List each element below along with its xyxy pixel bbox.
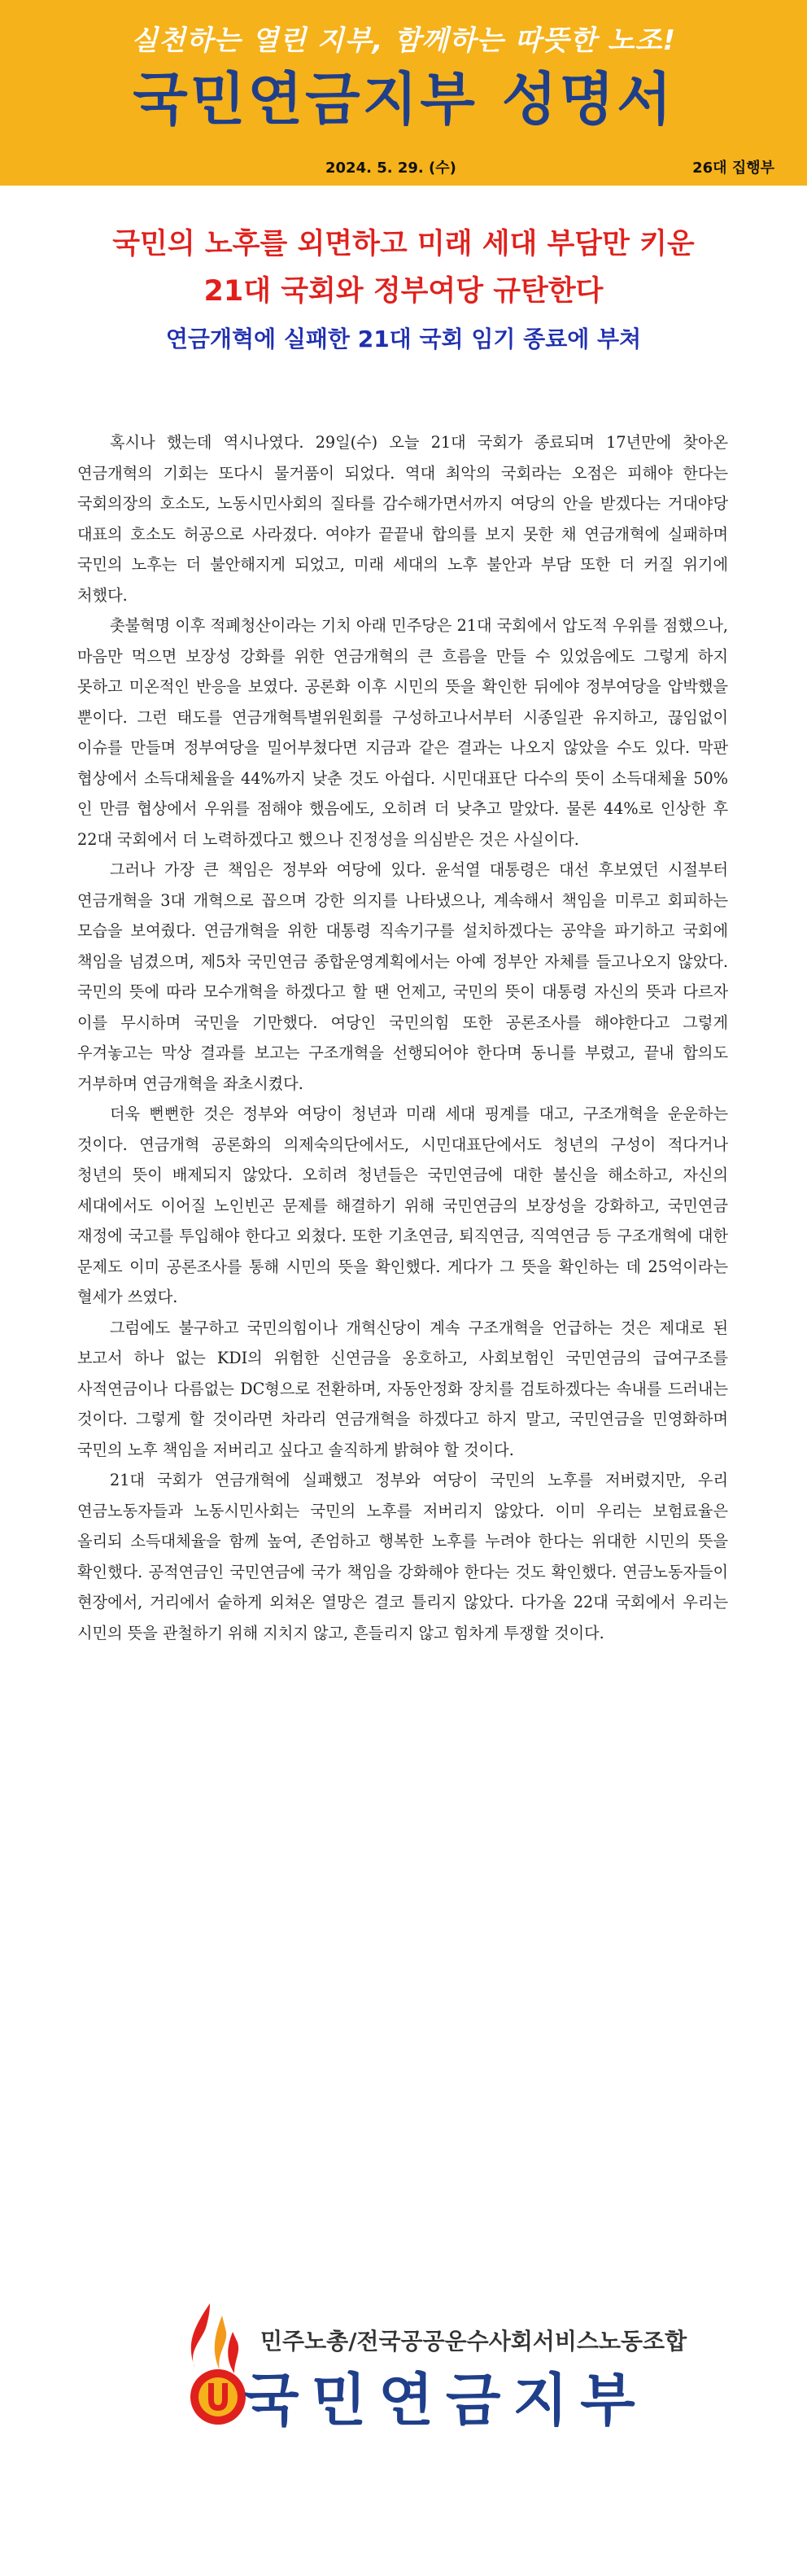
paragraph-5: 그럼에도 불구하고 국민의힘이나 개혁신당이 계속 구조개혁을 언급하는 것은 제대로 된 보고서 하나 없는 KDI의 위험한 신연금을 옹호하고, 사회보험인 국민연금의 급여구조를 사적연금이나 다름없는 DC형으로 전환하며, 자동안정화 장치를 검토하겠다는 속내를 드러내는 것이다. 그렇게 할 것이라면 차라리 연금개혁을 하겠다고 하지 말고, 국민연금을 민영화하며 국민의 노후 책임을 저버리고 싶다고 솔직하게 밝혀야 할 것이다. <box>77 1318 728 1459</box>
paragraph-4: 더욱 뻔뻔한 것은 정부와 여당이 청년과 미래 세대 핑계를 대고, 구조개혁을 운운하는 것이다. 연금개혁 공론화의 의제숙의단에서도, 시민대표단에서도 청년의 구성이 적다거나 청년의 뜻이 배제되지 않았다. 오히려 청년들은 국민연금에 대한 불신을 해소하고, 자신의 세대에서도 이어질 노인빈곤 문제를 해결하기 위해 국민연금의 보장성을 강화하고, 국민연금 재정에 국고를 투입해야 한다고 외쳤다. 또한 기초연금, 퇴직연금, 직역연금 등 구조개혁에 대한 문제도 이미 공론조사를 통해 시민의 뜻을 확인했다. 게다가 그 뜻을 확인하는 데 25억이라는 혈세가 쓰였다. <box>77 1104 728 1306</box>
paragraph-2: 촛불혁명 이후 적폐청산이라는 기치 아래 민주당은 21대 국회에서 압도적 우위를 점했으나, 마음만 먹으면 보장성 강화를 위한 연금개혁의 큰 흐름을 만들 수 있었음에도 그렇게 하지 못하고 미온적인 반응을 보였다. 공론화 이후 시민의 뜻을 확인한 뒤에야 정부여당을 압박했을 뿐이다. 그런 태도를 연금개혁특별위원회를 구성하고나서부터 시종일관 유지하고, 끊임없이 이슈를 만들며 정부여당을 밀어부쳤다면 지금과 같은 결과는 나오지 않았을 수도 있다. 막판 협상에서 소득대체율을 44%까지 낮춘 것도 아쉽다. 시민대표단 다수의 뜻이 소득대체율 50%인 만큼 협상에서 우위를 점해야 했음에도, 오히려 더 낮추고 말았다. 물론 44%로 인상한 후 22대 국회에서 더 노력하겠다고 했으나 진정성을 의심받은 것은 사실이다. <box>77 616 728 849</box>
document-title <box>0 54 807 136</box>
branch-name: 국민연금지부 <box>244 2367 648 2434</box>
slogan: 실천하는 열린 지부, 함께하는 따뜻한 노조! <box>131 24 676 57</box>
paragraph-3: 그러나 가장 큰 책임은 정부와 여당에 있다. 윤석열 대통령은 대선 후보였던 시절부터 연금개혁을 3대 개혁으로 꼽으며 강한 의지를 나타냈으나, 계속해서 책임을 미루고 회피하는 모습을 보여줬다. 연금개혁을 위한 대통령 직속기구를 설치하겠다는 공약을 파기하고 국회에 책임을 넘겼으며, 제5차 국민연금 종합운영계획에서는 아예 정부안 자체를 들고나오지 않았다. 국민의 뜻에 따라 모수개혁을 하겠다고 할 땐 언제고, 국민의 뜻이 대통령 자신의 뜻과 다르자 이를 무시하며 국민을 기만했다. 여당인 국민의힘 또한 공론조사를 해야한다고 그렇게 우겨놓고는 막상 결과를 보고는 구조개혁을 선행되어야 한다며 동니를 부렸고, 끝내 합의도 거부하며 연금개혁을 좌초시켰다. <box>77 860 728 1093</box>
union-name: 민주노총/전국공공운수사회서비스노동조합 <box>260 2328 687 2355</box>
headline-line-1: 국민의 노후를 외면하고 미래 세대 부담만 키운 <box>112 228 695 260</box>
issue-date: 2024. 5. 29. (수) <box>325 160 456 177</box>
header-banner <box>0 0 807 186</box>
subheadline: 연금개혁에 실패한 21대 국회 임기 종료에 부쳐 <box>165 326 642 352</box>
title-statement: 성명서 <box>501 66 674 133</box>
headline-line-2: 21대 국회와 정부여당 규탄한다 <box>203 275 604 308</box>
title-branch: 국민연금지부 <box>133 66 478 133</box>
paragraph-1: 혹시나 했는데 역시나였다. 29일(수) 오늘 21대 국회가 종료되며 17년만에 찾아온 연금개혁의 기회는 또다시 물거품이 되었다. 역대 최악의 국회라는 오점은 피해야 한다는 국회의장의 호소도, 노동시민사회의 질타를 감수해가면서까지 여당의 안을 받겠다는 거대야당 대표의 호소도 허공으로 사라졌다. 여야가 끝끝내 합의를 보지 못한 채 연금개혁에 실패하며 국민의 노후는 더 불안해지게 되었고, 미래 세대의 노후 불안과 부담 또한 더 커질 위기에 처했다. <box>77 433 728 605</box>
statement-body <box>77 427 728 1648</box>
paragraph-6: 21대 국회가 연금개혁에 실패했고 정부와 여당이 국민의 노후를 저버렸지만, 우리 연금노동자들과 노동시민사회는 국민의 노후를 저버리지 않았다. 이미 우리는 보험료율은 올리되 소득대체율을 함께 높여, 존엄하고 행복한 노후를 누려야 한다는 위대한 시민의 뜻을 확인했다. 공적연금인 국민연금에 국가 책임을 강화해야 한다는 것도 확인했다. 연금노동자들이 현장에서, 거리에서 숱하게 외쳐온 열망은 결코 틀리지 않았다. 다가올 22대 국회에서 우리는 시민의 뜻을 관철하기 위해 지치지 않고, 흔들리지 않고 힘차게 투쟁할 것이다. <box>77 1471 728 1642</box>
issuer-label: 26대 집행부 <box>692 160 774 177</box>
